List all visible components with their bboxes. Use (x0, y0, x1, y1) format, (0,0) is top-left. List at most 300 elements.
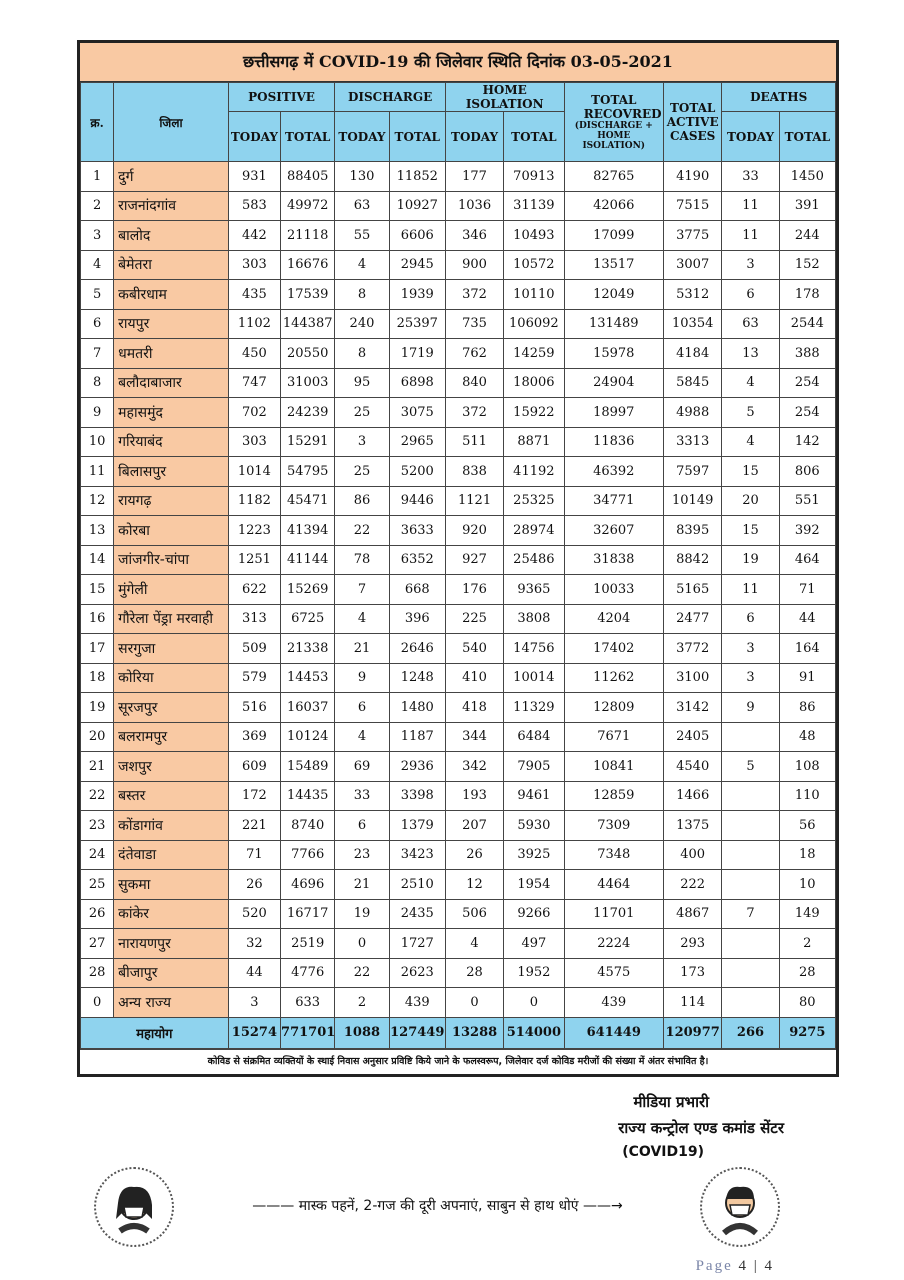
row-value: 15489 (281, 752, 335, 782)
row-value: 25325 (504, 486, 564, 516)
signature-line-1: मीडिया प्रभारी (633, 1093, 709, 1111)
row-value: 7348 (564, 840, 664, 870)
row-value: 11329 (504, 693, 564, 723)
row-value: 173 (664, 958, 722, 988)
row-value: 15 (722, 457, 779, 487)
row-district: सुकमा (114, 870, 229, 900)
row-value: 10927 (389, 191, 445, 221)
row-value: 49972 (281, 191, 335, 221)
row-value: 10149 (664, 486, 722, 516)
row-value: 7905 (504, 752, 564, 782)
row-value: 4204 (564, 604, 664, 634)
row-value: 114 (664, 988, 722, 1018)
row-value (722, 958, 779, 988)
row-value: 21 (335, 870, 389, 900)
row-value: 17539 (281, 280, 335, 310)
row-value: 342 (445, 752, 503, 782)
row-value: 149 (779, 899, 835, 929)
row-value (722, 811, 779, 841)
row-value: 4 (335, 604, 389, 634)
row-value: 5 (722, 752, 779, 782)
row-value: 4184 (664, 339, 722, 369)
row-value (722, 988, 779, 1018)
row-sno: 27 (81, 929, 114, 959)
row-value: 142 (779, 427, 835, 457)
table-row (81, 840, 836, 870)
row-value: 12049 (564, 280, 664, 310)
row-value: 17099 (564, 221, 664, 251)
row-value: 1939 (389, 280, 445, 310)
row-value: 3313 (664, 427, 722, 457)
table-row (81, 693, 836, 723)
row-value: 8871 (504, 427, 564, 457)
row-value: 106092 (504, 309, 564, 339)
row-value: 2477 (664, 604, 722, 634)
row-value: 11262 (564, 663, 664, 693)
row-value: 1466 (664, 781, 722, 811)
row-value: 178 (779, 280, 835, 310)
row-value: 10493 (504, 221, 564, 251)
row-value: 15291 (281, 427, 335, 457)
row-sno: 14 (81, 545, 114, 575)
header-total-recovered (564, 83, 664, 162)
total-cell: 266 (722, 1017, 779, 1048)
row-value: 1480 (389, 693, 445, 723)
row-value: 130 (335, 162, 389, 192)
header-home-isolation-total: TOTAL (504, 112, 564, 162)
row-value: 392 (779, 516, 835, 546)
row-district: जांजगीर-चांपा (114, 545, 229, 575)
row-value: 369 (228, 722, 280, 752)
row-sno: 20 (81, 722, 114, 752)
table-row (81, 427, 836, 457)
row-value: 1187 (389, 722, 445, 752)
row-sno: 21 (81, 752, 114, 782)
table-row (81, 604, 836, 634)
row-district: राजनांदगांव (114, 191, 229, 221)
district-table (80, 82, 836, 1049)
row-value: 806 (779, 457, 835, 487)
row-value: 3925 (504, 840, 564, 870)
header-positive-total: TOTAL (281, 112, 335, 162)
total-cell: 771701 (281, 1017, 335, 1048)
row-value: 26 (228, 870, 280, 900)
row-value: 17402 (564, 634, 664, 664)
row-value: 8 (335, 339, 389, 369)
row-value: 920 (445, 516, 503, 546)
row-district: दुर्ग (114, 162, 229, 192)
row-value: 21 (335, 634, 389, 664)
row-value: 7597 (664, 457, 722, 487)
row-value: 11836 (564, 427, 664, 457)
row-sno: 5 (81, 280, 114, 310)
row-value: 34771 (564, 486, 664, 516)
row-value: 303 (228, 427, 280, 457)
row-district: गौरेला पेंड्रा मरवाही (114, 604, 229, 634)
row-value: 344 (445, 722, 503, 752)
row-value: 2646 (389, 634, 445, 664)
table-row (81, 811, 836, 841)
row-sno: 1 (81, 162, 114, 192)
row-value: 42066 (564, 191, 664, 221)
row-value: 1182 (228, 486, 280, 516)
row-value: 31139 (504, 191, 564, 221)
row-sno: 18 (81, 663, 114, 693)
row-value: 33 (335, 781, 389, 811)
row-sno: 12 (81, 486, 114, 516)
row-value: 82765 (564, 162, 664, 192)
row-value: 2510 (389, 870, 445, 900)
row-value: 16676 (281, 250, 335, 280)
row-value: 762 (445, 339, 503, 369)
table-row (81, 722, 836, 752)
row-value: 10110 (504, 280, 564, 310)
table-row (81, 575, 836, 605)
row-value: 41144 (281, 545, 335, 575)
row-value: 3142 (664, 693, 722, 723)
row-value: 24239 (281, 398, 335, 428)
row-value: 55 (335, 221, 389, 251)
row-value: 31838 (564, 545, 664, 575)
row-value: 10124 (281, 722, 335, 752)
row-value: 71 (228, 840, 280, 870)
header-sno: क्र. (81, 83, 114, 162)
row-value: 6898 (389, 368, 445, 398)
row-value: 3808 (504, 604, 564, 634)
row-sno: 22 (81, 781, 114, 811)
row-value: 7766 (281, 840, 335, 870)
row-district: सूरजपुर (114, 693, 229, 723)
row-district: कोरबा (114, 516, 229, 546)
table-row (81, 339, 836, 369)
row-value: 4867 (664, 899, 722, 929)
row-value: 8740 (281, 811, 335, 841)
row-value: 2405 (664, 722, 722, 752)
header-discharge: DISCHARGE (335, 83, 446, 112)
row-value: 144387 (281, 309, 335, 339)
row-district: कोंडागांव (114, 811, 229, 841)
row-value: 22 (335, 958, 389, 988)
row-value: 7 (722, 899, 779, 929)
row-value: 25 (335, 398, 389, 428)
row-district: बीजापुर (114, 958, 229, 988)
row-value: 110 (779, 781, 835, 811)
row-value: 32 (228, 929, 280, 959)
row-value: 747 (228, 368, 280, 398)
row-district: महासमुंद (114, 398, 229, 428)
row-value: 14756 (504, 634, 564, 664)
row-value: 4575 (564, 958, 664, 988)
row-value: 511 (445, 427, 503, 457)
row-value: 63 (335, 191, 389, 221)
row-value: 838 (445, 457, 503, 487)
row-value: 88405 (281, 162, 335, 192)
row-value: 293 (664, 929, 722, 959)
row-district: रायपुर (114, 309, 229, 339)
header-deaths-today: TODAY (722, 112, 779, 162)
row-value: 5165 (664, 575, 722, 605)
row-value: 33 (722, 162, 779, 192)
row-sno: 15 (81, 575, 114, 605)
row-value: 4190 (664, 162, 722, 192)
row-value: 3772 (664, 634, 722, 664)
row-sno: 8 (81, 368, 114, 398)
row-value: 44 (228, 958, 280, 988)
row-value: 9446 (389, 486, 445, 516)
row-value: 13517 (564, 250, 664, 280)
row-value: 10033 (564, 575, 664, 605)
row-value: 506 (445, 899, 503, 929)
row-sno: 3 (81, 221, 114, 251)
row-value: 1014 (228, 457, 280, 487)
row-value: 10014 (504, 663, 564, 693)
header-positive-today: TODAY (228, 112, 280, 162)
table-body (81, 162, 836, 1018)
row-district: बेमेतरा (114, 250, 229, 280)
row-value: 1248 (389, 663, 445, 693)
row-value: 435 (228, 280, 280, 310)
row-sno: 0 (81, 988, 114, 1018)
row-value: 7 (335, 575, 389, 605)
row-value: 927 (445, 545, 503, 575)
row-value: 22 (335, 516, 389, 546)
header-total-recovered-label: TOTAL RECOVRED (583, 93, 662, 121)
row-value: 583 (228, 191, 280, 221)
row-value: 2 (779, 929, 835, 959)
row-value: 222 (664, 870, 722, 900)
table-row (81, 870, 836, 900)
signature-line-3: (COVID19) (622, 1144, 704, 1160)
row-sno: 9 (81, 398, 114, 428)
row-value: 1719 (389, 339, 445, 369)
row-value: 1251 (228, 545, 280, 575)
row-value: 2623 (389, 958, 445, 988)
table-title: छत्तीसगढ़ में COVID-19 की जिलेवार स्थिति दिनांक 03-05-2021 (80, 43, 836, 82)
signature-line-2: राज्य कन्ट्रोल एण्ड कमांड सेंटर (618, 1119, 784, 1137)
total-cell: 514000 (504, 1017, 564, 1048)
row-value: 7515 (664, 191, 722, 221)
row-value: 10 (779, 870, 835, 900)
row-value: 5 (722, 398, 779, 428)
row-value: 7671 (564, 722, 664, 752)
row-value: 69 (335, 752, 389, 782)
row-value: 23 (335, 840, 389, 870)
table-row (81, 634, 836, 664)
row-value: 24904 (564, 368, 664, 398)
table-row (81, 280, 836, 310)
row-value: 11852 (389, 162, 445, 192)
row-value: 1223 (228, 516, 280, 546)
row-value: 10572 (504, 250, 564, 280)
row-value: 254 (779, 398, 835, 428)
row-value: 3398 (389, 781, 445, 811)
row-value: 2224 (564, 929, 664, 959)
row-value: 2519 (281, 929, 335, 959)
total-cell: 9275 (779, 1017, 835, 1048)
table-row (81, 250, 836, 280)
row-value: 840 (445, 368, 503, 398)
row-district: अन्य राज्य (114, 988, 229, 1018)
row-value: 7309 (564, 811, 664, 841)
row-district: दंतेवाडा (114, 840, 229, 870)
row-value: 346 (445, 221, 503, 251)
header-total-recovered-sub: (DISCHARGE + HOME ISOLATION) (574, 121, 653, 151)
row-value: 20550 (281, 339, 335, 369)
row-value: 396 (389, 604, 445, 634)
row-value: 3007 (664, 250, 722, 280)
row-value (722, 929, 779, 959)
table-row (81, 309, 836, 339)
row-value: 15269 (281, 575, 335, 605)
row-value: 25397 (389, 309, 445, 339)
row-value: 12809 (564, 693, 664, 723)
header-home-isolation-today: TODAY (445, 112, 503, 162)
footer-message: मास्क पहनें, 2-गज की दूरी अपनाएं, साबुन से हाथ धोएं (298, 1198, 579, 1214)
row-value: 4 (722, 427, 779, 457)
page-number-value: 4 | 4 (738, 1258, 774, 1274)
header-home-isolation: HOME ISOLATION (445, 83, 564, 112)
row-sno: 7 (81, 339, 114, 369)
row-value: 6 (335, 811, 389, 841)
row-value: 21338 (281, 634, 335, 664)
row-value: 1036 (445, 191, 503, 221)
row-value: 95 (335, 368, 389, 398)
row-value: 14453 (281, 663, 335, 693)
row-sno: 28 (81, 958, 114, 988)
row-value: 5200 (389, 457, 445, 487)
header-total-active: TOTAL ACTIVE CASES (664, 83, 722, 162)
row-value: 9461 (504, 781, 564, 811)
row-value: 131489 (564, 309, 664, 339)
row-district: जशपुर (114, 752, 229, 782)
row-value: 18997 (564, 398, 664, 428)
row-value: 25 (335, 457, 389, 487)
header-deaths-total: TOTAL (779, 112, 835, 162)
page-number (696, 1258, 774, 1275)
row-sno: 19 (81, 693, 114, 723)
table-row (81, 221, 836, 251)
total-cell: 13288 (445, 1017, 503, 1048)
row-value: 3423 (389, 840, 445, 870)
row-value: 900 (445, 250, 503, 280)
row-value: 2544 (779, 309, 835, 339)
row-district: सरगुजा (114, 634, 229, 664)
row-value: 13 (722, 339, 779, 369)
row-value: 3 (228, 988, 280, 1018)
row-value: 5845 (664, 368, 722, 398)
row-sno: 6 (81, 309, 114, 339)
row-value: 313 (228, 604, 280, 634)
row-value: 464 (779, 545, 835, 575)
row-value: 20 (722, 486, 779, 516)
row-value: 176 (445, 575, 503, 605)
row-district: कोरिया (114, 663, 229, 693)
row-value: 2 (335, 988, 389, 1018)
arrow-left-icon: ——— (252, 1198, 295, 1214)
row-value: 540 (445, 634, 503, 664)
row-value: 152 (779, 250, 835, 280)
row-value: 735 (445, 309, 503, 339)
row-value: 41394 (281, 516, 335, 546)
row-value: 1102 (228, 309, 280, 339)
row-district: रायगढ़ (114, 486, 229, 516)
row-sno: 25 (81, 870, 114, 900)
row-sno: 10 (81, 427, 114, 457)
row-value: 54795 (281, 457, 335, 487)
row-district: कांकेर (114, 899, 229, 929)
row-value: 1450 (779, 162, 835, 192)
row-value: 207 (445, 811, 503, 841)
row-value: 11701 (564, 899, 664, 929)
row-sno: 4 (81, 250, 114, 280)
table-row (81, 958, 836, 988)
table-row (81, 486, 836, 516)
row-value: 4776 (281, 958, 335, 988)
row-value: 0 (504, 988, 564, 1018)
row-value: 4 (445, 929, 503, 959)
row-sno: 13 (81, 516, 114, 546)
row-value: 19 (722, 545, 779, 575)
row-value: 225 (445, 604, 503, 634)
row-sno: 26 (81, 899, 114, 929)
row-value: 4 (722, 368, 779, 398)
footer-message-line (185, 1196, 690, 1216)
row-value: 70913 (504, 162, 564, 192)
row-value: 3 (722, 250, 779, 280)
row-value: 172 (228, 781, 280, 811)
table-row (81, 752, 836, 782)
row-value: 21118 (281, 221, 335, 251)
row-value: 10354 (664, 309, 722, 339)
table-row (81, 663, 836, 693)
row-value: 3775 (664, 221, 722, 251)
row-value: 1121 (445, 486, 503, 516)
row-value: 439 (389, 988, 445, 1018)
row-value: 0 (445, 988, 503, 1018)
row-value: 11 (722, 191, 779, 221)
row-value: 1952 (504, 958, 564, 988)
row-value: 442 (228, 221, 280, 251)
row-value: 91 (779, 663, 835, 693)
table-row (81, 516, 836, 546)
arrow-right-icon: ——→ (582, 1198, 623, 1214)
footnote: कोविड से संक्रमित व्यक्तियों के स्थाई निवास अनुसार प्रविष्टि किये जाने के फलस्वरूप, जिलेवार दर्ज कोविड मरीजों की संख्या में अंतर संभावित है। (80, 1049, 836, 1074)
row-district: बलौदाबाजार (114, 368, 229, 398)
total-cell: 15274 (228, 1017, 280, 1048)
row-value: 551 (779, 486, 835, 516)
row-value: 16717 (281, 899, 335, 929)
row-value: 8 (335, 280, 389, 310)
row-value: 4696 (281, 870, 335, 900)
row-value: 14259 (504, 339, 564, 369)
row-value (722, 870, 779, 900)
covid-district-table-panel (77, 40, 839, 1077)
row-value: 2936 (389, 752, 445, 782)
row-value: 9266 (504, 899, 564, 929)
row-value: 4 (335, 250, 389, 280)
row-value: 11 (722, 221, 779, 251)
row-value: 25486 (504, 545, 564, 575)
table-row (81, 781, 836, 811)
row-value: 3075 (389, 398, 445, 428)
row-value (722, 840, 779, 870)
row-value: 6352 (389, 545, 445, 575)
row-value: 3100 (664, 663, 722, 693)
row-value: 303 (228, 250, 280, 280)
row-value: 3 (722, 663, 779, 693)
row-district: नारायणपुर (114, 929, 229, 959)
row-value: 15978 (564, 339, 664, 369)
